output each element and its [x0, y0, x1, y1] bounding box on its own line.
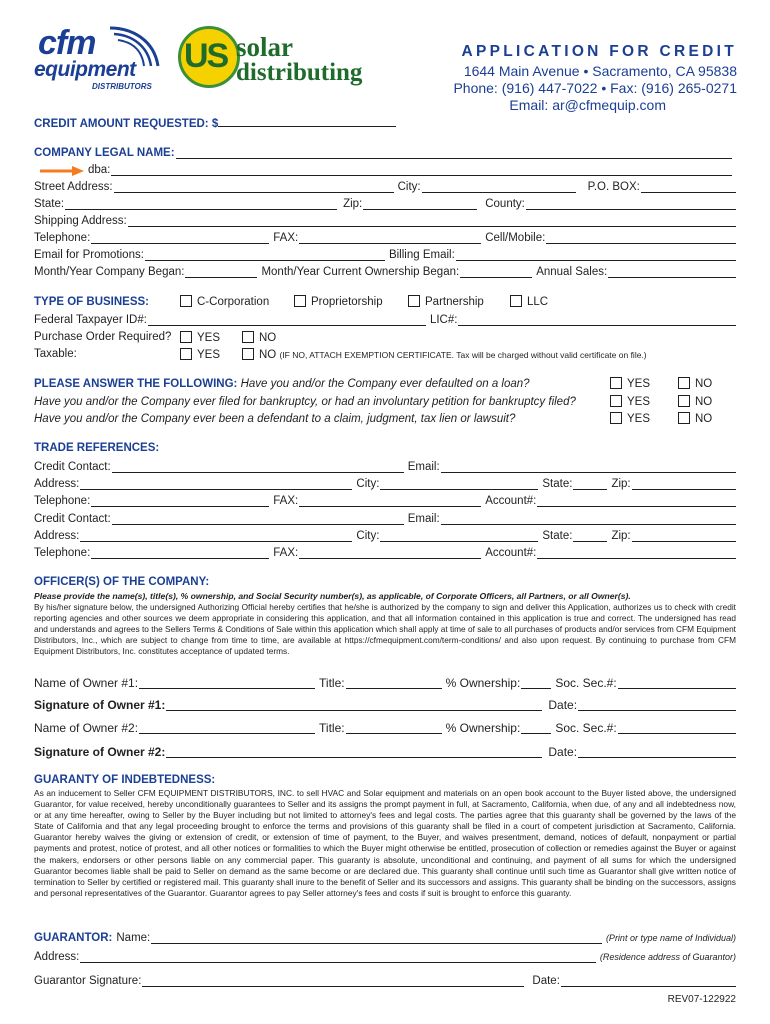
street-row	[34, 180, 736, 194]
question-1	[34, 378, 530, 390]
shipping-row	[34, 214, 736, 228]
guarantor-name-label: Name:	[116, 932, 151, 944]
city-field[interactable]	[422, 182, 576, 193]
legal-name-label: COMPANY LEGAL NAME:	[34, 147, 175, 159]
fax-label: FAX:	[273, 232, 299, 244]
certification-text: By his/her signature below, the undersigned Authorizing Official hereby certifies that he/she is authorized by the company to sign and deliver this Application, authorizes us to check with credit reporting agencies and other sources we deem appropriate in considering this application, and that all information contained in this application is true and correct. The undersigned has read and understands and agrees to the Sellers Terms & Conditions of Sale within this application which shall apply at time of sale to all purchases of products and/or services from CFM Equipment Distributors, Inc., which are subject to change from time to time, are available at https://cfmequipment.com/term-conditions/ and also upon request. By continuing to purchase from CFM Equipment Distributors, Inc. constitutes acceptance of updated terms.	[34, 602, 736, 656]
zip-label: Zip:	[343, 198, 363, 210]
state-label: State:	[34, 198, 65, 210]
proprietorship-option[interactable]	[294, 295, 383, 308]
q1-yes-option[interactable]	[610, 377, 650, 390]
trade2-address-row	[34, 529, 736, 543]
taxpayer-id-field[interactable]	[148, 315, 426, 326]
q2-no-label: NO	[695, 396, 713, 408]
trade2-email-field[interactable]	[441, 514, 736, 525]
po-box-label: P.O. BOX:	[587, 181, 640, 193]
company-began-label: Month/Year Company Began:	[34, 266, 185, 278]
taxable-yes-option[interactable]	[180, 348, 220, 361]
dba-label: dba:	[88, 164, 111, 176]
partnership-option[interactable]	[408, 295, 484, 308]
trade2-email-label: Email:	[407, 513, 440, 525]
q2-no-checkbox[interactable]	[678, 395, 690, 407]
logo-solar-text: solar	[236, 32, 293, 62]
owner1-row	[34, 676, 736, 690]
guarantor-name-note: (Print or type name of Individual)	[605, 933, 736, 943]
company-email: Email: ar@cfmequip.com	[509, 97, 666, 113]
guaranty-heading: GUARANTY OF INDEBTEDNESS:	[34, 774, 216, 786]
credit-amount-label: CREDIT AMOUNT REQUESTED: $	[34, 118, 219, 130]
sig2-label: Signature of Owner #2:	[34, 745, 166, 759]
annual-sales-label: Annual Sales:	[536, 266, 608, 278]
sig2-field[interactable]	[166, 747, 542, 758]
sig1-label: Signature of Owner #1:	[34, 698, 166, 712]
officers-instruction: Please provide the name(s), title(s), % ownership, and Social Security number(s), as applicable, of Corporate Officers, all Partners, or all Owner(s).	[34, 591, 631, 601]
q1-no-checkbox[interactable]	[678, 377, 690, 389]
guarantor-signature-row	[34, 974, 736, 988]
cell-label: Cell/Mobile:	[485, 232, 546, 244]
county-label: County:	[485, 198, 525, 210]
owner2-ssn-label: Soc. Sec.#:	[555, 721, 617, 735]
zip-field[interactable]	[363, 199, 477, 210]
c-corp-option[interactable]	[180, 295, 269, 308]
sig2-date-label: Date:	[548, 745, 578, 759]
taxable-yes-checkbox[interactable]	[180, 348, 192, 360]
q2-yes-label: YES	[627, 396, 651, 408]
question-2-text: Have you and/or the Company ever filed for bankruptcy, or had an involuntary petition for bankruptcy filed?	[34, 396, 576, 408]
trade1-state-field[interactable]	[573, 479, 607, 490]
taxpayer-row	[34, 313, 736, 327]
owner2-title-label: Title:	[319, 721, 345, 735]
email-promotions-label: Email for Promotions:	[34, 249, 144, 261]
trade1-address-row	[34, 477, 736, 491]
billing-email-field[interactable]	[456, 250, 736, 261]
trade1-telephone-label: Telephone:	[34, 495, 91, 507]
dba-field[interactable]	[111, 165, 732, 176]
county-field[interactable]	[526, 199, 736, 210]
annual-sales-field[interactable]	[608, 267, 736, 278]
taxpayer-id-label: Federal Taxpayer ID#:	[34, 314, 147, 326]
street-label: Street Address:	[34, 181, 113, 193]
guaranty-text: As an inducement to Seller CFM EQUIPMENT DISTRIBUTORS, INC. to sell HVAC and Solar equipment and materials on an open book account to the Buyer listed above, the undersigned Guarantor, for value received, hereby unconditionally guarantees to Seller and its assigns the prompt payment in full, at Sacramento, California, when due, of any and all indebtedness now, or at any time hereafter, owing to Seller by the Buyer including but not limited to attorney's fees and legal costs. The parties agree that this guaranty shall be governed by the laws of the State of California and that any legal proceeding brought to enforce the terms and provisions of this guaranty shall be filed in a court of competent jurisdiction at Sacramento, California. Guarantor hereby waives the giving or extension of credit, or extension of time of payment, to the Buyer, and waives presentment, demand, notices of default, nonpayment or partial payments and protest, notice of protest, and all other notices or formalities to which the Buyer might otherwise be entitled, prosecution of collection or remedies against the Buyer or against the makers, endorsers or other persons liable on any commercial paper. This guaranty is absolute, unconditional and continuing, and payment of all sums for which the undersigned Guarantor becomes liable shall be paid to Seller on demand as the same become or are declared due. This guaranty shall continue until such time as Guarantor shall give written notice of termination to Seller by certified or registered mail. This guaranty shall inure to the benefit of Seller and its successors and assigns. This guaranty shall be binding on the successors, assigns and personal representatives of the Guarantor. Guarantor agrees to pay Seller attorney's fees and costs if suit is brought to enforce this guaranty.	[34, 788, 736, 898]
state-row	[34, 197, 736, 211]
guarantor-signature-field[interactable]	[142, 976, 524, 987]
telephone-label: Telephone:	[34, 232, 91, 244]
question-3-text: Have you and/or the Company ever been a defendant to a claim, judgment, tax lien or lawsuit?	[34, 413, 516, 425]
trade2-address-label: Address:	[34, 530, 80, 542]
trade1-fax-label: FAX:	[273, 495, 299, 507]
trade1-zip-field[interactable]	[632, 479, 736, 490]
po-yes-label: YES	[197, 332, 221, 344]
trade1-contact-field[interactable]	[112, 462, 404, 473]
dba-row	[40, 163, 736, 177]
owner2-ssn-field[interactable]	[618, 723, 736, 734]
telephone-field[interactable]	[91, 233, 269, 244]
trade1-account-label: Account#:	[485, 495, 537, 507]
business-type-row	[34, 296, 149, 308]
owner1-label: Name of Owner #1:	[34, 676, 139, 690]
q2-yes-checkbox[interactable]	[610, 395, 622, 407]
trade1-telephone-row	[34, 494, 736, 508]
form-title: APPLICATION FOR CREDIT	[461, 43, 737, 60]
company-began-field[interactable]	[185, 267, 257, 278]
logo-equipment-text: equipment	[34, 58, 136, 81]
trade2-telephone-row	[34, 546, 736, 560]
po-required-label: Purchase Order Required?	[34, 331, 172, 343]
trade1-contact-label: Credit Contact:	[34, 461, 111, 473]
trade2-contact-label: Credit Contact:	[34, 513, 111, 525]
logo-us-text: US	[184, 37, 228, 75]
owner1-ssn-field[interactable]	[618, 678, 736, 689]
guarantor-address-row	[34, 950, 736, 964]
logo-distributors-text: DISTRIBUTORS	[92, 82, 152, 91]
shipping-label: Shipping Address:	[34, 215, 127, 227]
guarantor-date-label: Date:	[532, 975, 560, 987]
owner1-ownership-field[interactable]	[521, 678, 551, 689]
llc-option[interactable]	[510, 295, 548, 308]
trade1-telephone-field[interactable]	[91, 496, 269, 507]
proprietorship-label: Proprietorship	[311, 296, 383, 308]
q1-no-label: NO	[695, 378, 713, 390]
trade1-state-label: State:	[542, 478, 573, 490]
q3-no-option[interactable]	[678, 412, 712, 425]
po-no-option[interactable]	[242, 331, 276, 344]
c-corp-label: C-Corporation	[197, 296, 270, 308]
trade2-city-label: City:	[356, 530, 380, 542]
trade1-city-field[interactable]	[380, 479, 538, 490]
trade2-telephone-label: Telephone:	[34, 547, 91, 559]
guarantor-address-note: (Residence address of Guarantor)	[599, 952, 736, 962]
llc-checkbox[interactable]	[510, 295, 522, 307]
q3-yes-label: YES	[627, 413, 651, 425]
trade2-fax-label: FAX:	[273, 547, 299, 559]
q2-no-option[interactable]	[678, 395, 712, 408]
sig1-date-label: Date:	[548, 698, 578, 712]
owner2-row	[34, 721, 736, 735]
questions-heading: PLEASE ANSWER THE FOLLOWING:	[34, 378, 238, 390]
legal-name-field[interactable]	[176, 148, 732, 159]
owner2-field[interactable]	[139, 723, 315, 734]
trade1-zip-label: Zip:	[611, 478, 631, 490]
cfm-logo	[32, 22, 162, 94]
officers-heading: OFFICER(S) OF THE COMPANY:	[34, 576, 210, 588]
sig1-date-field[interactable]	[578, 700, 736, 711]
began-row	[34, 265, 736, 279]
street-field[interactable]	[114, 182, 394, 193]
trade2-fax-field[interactable]	[299, 548, 481, 559]
cell-field[interactable]	[546, 233, 736, 244]
trade2-state-field[interactable]	[573, 531, 607, 542]
c-corp-checkbox[interactable]	[180, 295, 192, 307]
trade1-email-label: Email:	[407, 461, 440, 473]
trade1-contact-row	[34, 460, 736, 474]
po-no-checkbox[interactable]	[242, 331, 254, 343]
q3-yes-option[interactable]	[610, 412, 650, 425]
trade2-contact-row	[34, 512, 736, 526]
q3-yes-checkbox[interactable]	[610, 412, 622, 424]
shipping-field[interactable]	[128, 216, 736, 227]
billing-email-label: Billing Email:	[388, 249, 455, 261]
owner1-ownership-label: % Ownership:	[445, 676, 521, 690]
po-yes-option[interactable]	[180, 331, 220, 344]
trade1-fax-field[interactable]	[299, 496, 481, 507]
trade1-address-field[interactable]	[80, 479, 352, 490]
logo-distributing-text: distributing	[236, 59, 363, 86]
trade1-email-field[interactable]	[441, 462, 736, 473]
taxable-no-label: NO	[259, 349, 277, 361]
guarantor-address-field[interactable]	[80, 952, 596, 963]
trade2-telephone-field[interactable]	[91, 548, 269, 559]
lic-field[interactable]	[458, 315, 736, 326]
email-promotions-row	[34, 248, 736, 262]
credit-amount-row	[34, 116, 396, 130]
ownership-began-field[interactable]	[460, 267, 532, 278]
q1-yes-label: YES	[627, 378, 651, 390]
trade2-city-field[interactable]	[380, 531, 538, 542]
taxable-no-checkbox[interactable]	[242, 348, 254, 360]
company-address: 1644 Main Avenue • Sacramento, CA 95838	[463, 63, 737, 79]
proprietorship-checkbox[interactable]	[294, 295, 306, 307]
trade2-contact-field[interactable]	[112, 514, 404, 525]
owner1-ssn-label: Soc. Sec.#:	[555, 676, 617, 690]
guarantor-address-label: Address:	[34, 951, 80, 963]
trade1-address-label: Address:	[34, 478, 80, 490]
po-no-label: NO	[259, 332, 277, 344]
business-type-label: TYPE OF BUSINESS:	[34, 296, 150, 308]
partnership-checkbox[interactable]	[408, 295, 420, 307]
question-1-text: Have you and/or the Company ever defaulted on a loan?	[240, 378, 530, 390]
us-solar-logo	[178, 24, 378, 96]
trade-references-heading: TRADE REFERENCES:	[34, 442, 160, 454]
owner1-title-label: Title:	[319, 676, 345, 690]
guarantor-signature-label: Guarantor Signature:	[34, 975, 142, 987]
exemption-note: (IF NO, ATTACH EXEMPTION CERTIFICATE. Tax will be charged without valid certificate on file.)	[279, 350, 647, 360]
llc-label: LLC	[527, 296, 549, 308]
owner1-title-field[interactable]	[346, 678, 442, 689]
q3-no-label: NO	[695, 413, 713, 425]
po-box-field[interactable]	[641, 182, 736, 193]
guarantor-name-field[interactable]	[151, 933, 602, 944]
revision-code: REV07-122922	[667, 994, 736, 1005]
sig1-row	[34, 698, 736, 712]
city-label: City:	[397, 181, 421, 193]
owner2-title-field[interactable]	[346, 723, 442, 734]
sig2-row	[34, 745, 736, 759]
taxable-no-option[interactable]	[242, 348, 647, 361]
trade2-zip-label: Zip:	[611, 530, 631, 542]
owner2-ownership-field[interactable]	[521, 723, 551, 734]
trade1-city-label: City:	[356, 478, 380, 490]
trade2-address-field[interactable]	[80, 531, 352, 542]
telephone-row	[34, 231, 736, 245]
q3-no-checkbox[interactable]	[678, 412, 690, 424]
trade2-zip-field[interactable]	[632, 531, 736, 542]
state-field[interactable]	[65, 199, 337, 210]
sig1-field[interactable]	[166, 700, 542, 711]
trade2-state-label: State:	[542, 530, 573, 542]
fax-field[interactable]	[299, 233, 481, 244]
owner2-ownership-label: % Ownership:	[445, 721, 521, 735]
ownership-began-label: Month/Year Current Ownership Began:	[261, 266, 460, 278]
q1-no-option[interactable]	[678, 377, 712, 390]
legal-name-row	[34, 146, 736, 160]
email-promotions-field[interactable]	[145, 250, 385, 261]
company-phone: Phone: (916) 447-7022 • Fax: (916) 265-0271	[453, 80, 737, 96]
trade2-account-field[interactable]	[537, 548, 736, 559]
q1-yes-checkbox[interactable]	[610, 377, 622, 389]
guarantor-name-row	[34, 931, 736, 945]
guarantor-date-field[interactable]	[561, 976, 736, 987]
arrow-right-icon	[40, 165, 84, 177]
q2-yes-option[interactable]	[610, 395, 650, 408]
trade2-account-label: Account#:	[485, 547, 537, 559]
guarantor-label: GUARANTOR:	[34, 932, 113, 944]
credit-amount-field[interactable]	[218, 116, 396, 127]
sig2-date-field[interactable]	[578, 747, 736, 758]
taxable-yes-label: YES	[197, 349, 221, 361]
trade1-account-field[interactable]	[537, 496, 736, 507]
lic-label: LIC#:	[429, 314, 458, 326]
logo-cfm-text: cfm	[38, 24, 96, 62]
taxable-label: Taxable:	[34, 348, 77, 360]
owner2-label: Name of Owner #2:	[34, 721, 139, 735]
partnership-label: Partnership	[425, 296, 484, 308]
owner1-field[interactable]	[139, 678, 315, 689]
po-yes-checkbox[interactable]	[180, 331, 192, 343]
